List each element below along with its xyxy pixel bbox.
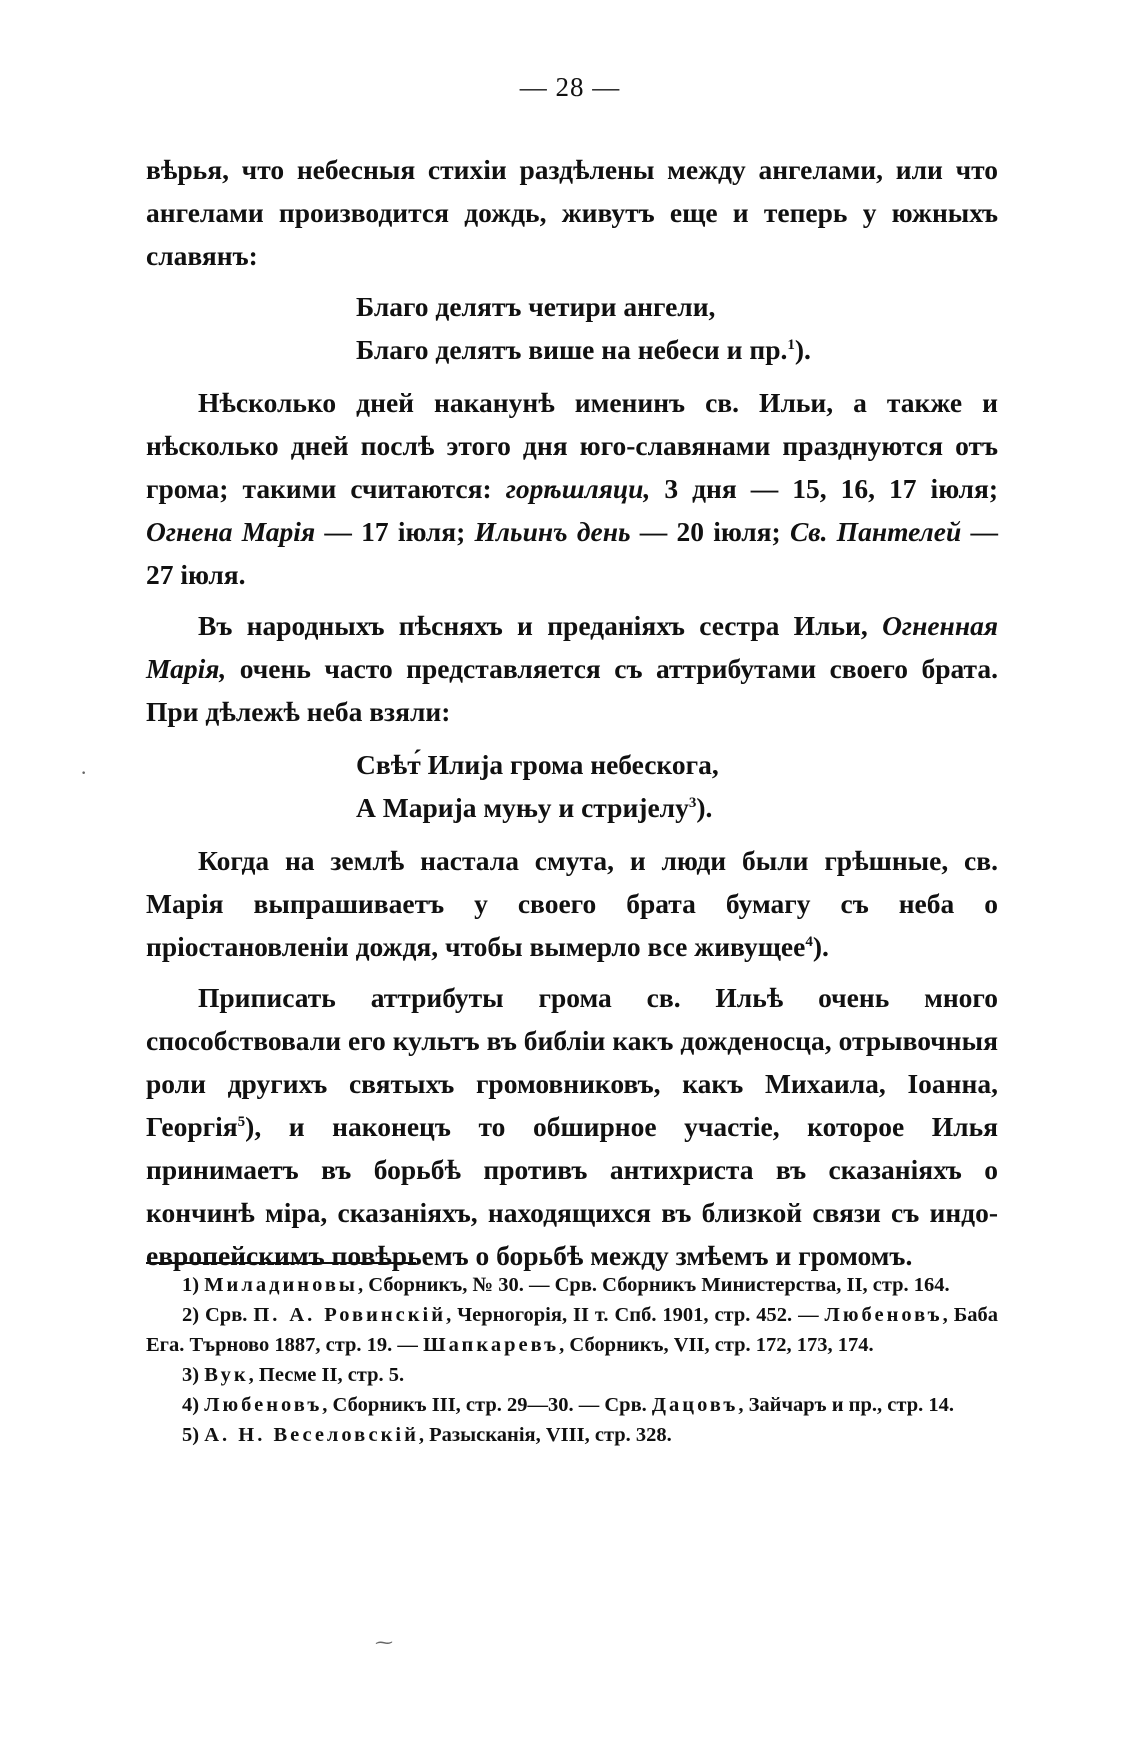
footnote-1: 1) Миладиновы, Сборникъ, № 30. — Срв. Сборникъ Министерства, II, стр. 164. [182, 1274, 950, 1296]
verse-2-line-1: Свѣт́ Илиjа грома небескога, [356, 749, 719, 780]
footnote-5: 5) А. Н. Веселовскій, Разысканія, VIII, стр. 328. [182, 1424, 672, 1446]
footnotes [146, 1270, 998, 1450]
paragraph-3: Въ народныхъ пѣсняхъ и преданіяхъ сестра Ильи, Огненная Марія, очень часто представляется съ аттрибутами своего брата. При дѣлежѣ неба взяли: [146, 610, 998, 727]
footnote-2: 2) Срв. П. А. Ровинскій, Черногорія, II т. Спб. 1901, стр. 452. — Любеновъ, Баба Ега. Търново 1887, стр. 19. — Шапкаревъ, Сборникъ, VII, стр. 172, 173, 174. [146, 1304, 998, 1356]
page-number: — 28 — [519, 72, 621, 102]
footnote-ref-3: 3 [688, 794, 697, 811]
footnote-rule [146, 1262, 416, 1264]
footnote-ref-4: 4 [805, 933, 813, 950]
footnote-ref-5: 5 [237, 1113, 246, 1130]
verse-1-line-2: Благо делятъ више на небеси и пр.$^1$). [356, 334, 811, 365]
main-text [146, 148, 998, 1277]
stray-mark: · [80, 760, 88, 785]
paragraph-1: вѣрья, что небесныя стихіи раздѣлены между ангелами, или что ангелами производится дождь, живутъ еще и теперь у южныхъ славянъ: [146, 154, 998, 271]
verse-2-line-2: А Мариjа муњу и стриjелу$^3$). [356, 792, 713, 823]
verse-2 [356, 743, 998, 829]
footnote-3: 3) Вук, Песме II, стр. 5. [182, 1364, 405, 1386]
paragraph-5: Приписать аттрибуты грома св. Ильѣ очень много способствовали его культъ въ библіи какъ дожденосца, отрывочныя роли другихъ святыхъ громовниковъ, какъ Михаила, Іоанна, Георгія$^5$), и наконецъ то обширное участіе, которое Илья принимаетъ въ борьбѣ противъ антихриста въ сказаніяхъ о кончинѣ міра, сказаніяхъ, находящихся въ близкой связи съ индо-европейскимъ повѣрьемъ о борьбѣ между змѣемъ и громомъ. [146, 982, 998, 1271]
verse-1 [356, 285, 998, 371]
stray-mark: ⁓ [375, 1632, 393, 1652]
footnote-4: 4) Любеновъ, Сборникъ III, стр. 29—30. — Срв. Дацовъ, Зайчаръ и пр., стр. 14. [182, 1394, 954, 1416]
paragraph-4: Когда на землѣ настала смута, и люди были грѣшные, св. Марія выпрашиваетъ у своего брата бумагу съ неба о пріостановленіи дождя, чтобы вымерло все живущее$^4$). [146, 845, 998, 962]
verse-1-line-1: Благо делятъ четири ангели, [356, 291, 716, 322]
paragraph-2: Нѣсколько дней наканунѣ именинъ св. Ильи, а также и нѣсколько дней послѣ этого дня юго-славянами празднуются отъ грома; такими считаются: горѣшляци, 3 дня — 15, 16, 17 іюля; Огнена Марія — 17 іюля; Ильинъ день — 20 іюля; Св. Пантелей — 27 іюля. [146, 387, 998, 590]
footnote-ref-1: 1 [787, 336, 795, 353]
